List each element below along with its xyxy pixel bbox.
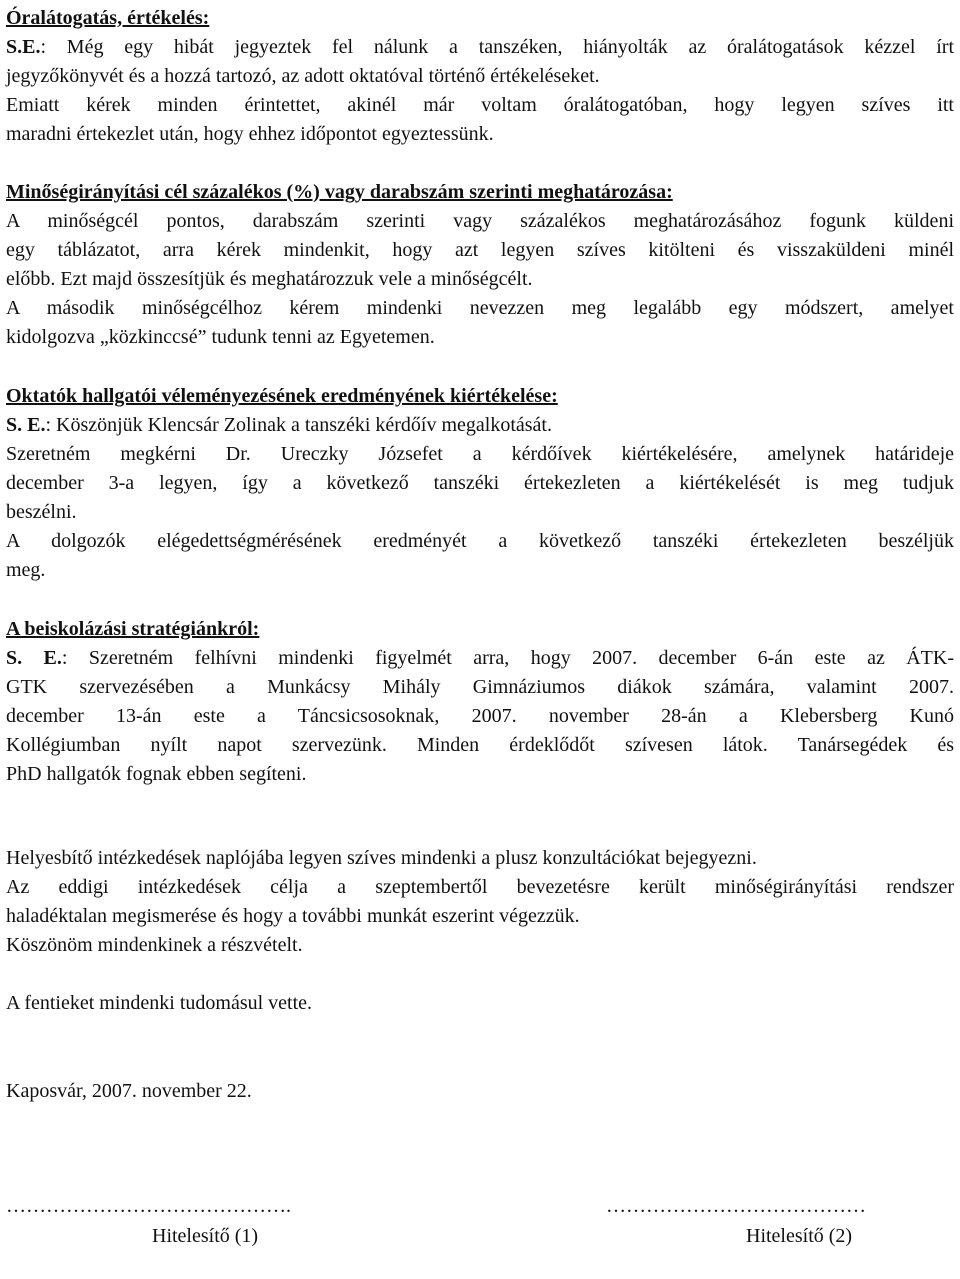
paragraph-line: PhD hallgatók fognak ebben segíteni. [6, 763, 307, 785]
paragraph-line: haladéktalan megismerése és hogy a további munkát eszerint végezzük. [6, 905, 580, 927]
section-heading: Óralátogatás, értékelés: [6, 7, 210, 29]
paragraph-line: Szeretném megkérni Dr. Ureczky Józsefet a kérdőívek kiértékelésére, amelynek határideje [6, 443, 954, 465]
paragraph-line: Köszönöm mindenkinek a részvételt. [6, 934, 303, 956]
section-minosegcel [6, 178, 954, 352]
paragraph-line: kidolgozva „közkinccsé” tudunk tenni az Egyetemen. [6, 326, 435, 348]
paragraph-line: Helyesbítő intézkedések naplójába legyen szíves mindenki a plusz konzultációkat bejegyezni. [6, 847, 757, 869]
paragraph-text: : Szeretném felhívni mindenki figyelmét arra, hogy 2007. december 6-án este az ÁTK- [61, 647, 954, 669]
place-and-date: Kaposvár, 2007. november 22. [6, 1080, 252, 1102]
paragraph-line: egy táblázatot, arra kérek mindenkit, hogy azt legyen szíves kitölteni és visszaküldeni minél [6, 239, 954, 261]
paragraph-line: A második minőségcélhoz kérem mindenki nevezzen meg legalább egy módszert, amelyet [6, 297, 954, 319]
paragraph-line: előbb. Ezt majd összesítjük és meghatározzuk vele a minőségcélt. [6, 268, 533, 290]
paragraph-line: GTK szervezésében a Munkácsy Mihály Gimnáziumos diákok számára, valamint 2007. [6, 676, 954, 698]
speaker-initials: S.E. [6, 36, 41, 58]
paragraph-line: december 13-án este a Táncsicsosoknak, 2007. november 28-án a Klebersberg Kunó [6, 705, 954, 727]
signature-line-2: ………………………………… [606, 1195, 866, 1217]
section-heading: A beiskolázási stratégiánkról: [6, 618, 260, 640]
section-helyesbito-intezkedesek [6, 844, 954, 960]
paragraph-line: A minőségcél pontos, darabszám szerinti vagy százalékos meghatározásához fogunk küldeni [6, 210, 954, 232]
paragraph-line: beszélni. [6, 501, 77, 523]
section-oktatok-velemenyezese [6, 382, 954, 585]
acknowledgement: A fentieket mindenki tudomásul vette. [6, 992, 313, 1014]
speaker-initials: S. E. [6, 647, 62, 669]
paragraph-line: meg. [6, 559, 46, 581]
paragraph-line: A dolgozók elégedettségmérésének eredményét a következő tanszéki értekezleten beszéljük [6, 530, 954, 552]
section-beiskolazas [6, 615, 954, 789]
signature-line-1: ……………………………………. [6, 1195, 291, 1217]
paragraph-line: maradni értekezlet után, hogy ehhez időpontot egyeztessünk. [6, 123, 494, 145]
paragraph-line: Az eddigi intézkedések célja a szeptembertől bevezetésre került minőségirányítási rendszer [6, 876, 954, 898]
section-oralatogatas [6, 4, 954, 149]
paragraph-line: jegyzőkönyvét és a hozzá tartozó, az adott oktatóval történő értékeléseket. [6, 65, 600, 87]
section-heading: Oktatók hallgatói véleményezésének eredményének kiértékelése: [6, 385, 558, 407]
signature-label-2: Hitelesítő (2) [746, 1225, 853, 1247]
paragraph-text: : Köszönjük Klencsár Zolinak a tanszéki kérdőív megalkotását. [45, 414, 552, 436]
paragraph-line: Emiatt kérek minden érintettet, akinél már voltam óralátogatóban, hogy legyen szíves itt [6, 94, 954, 116]
speaker-initials: S. E. [6, 414, 46, 436]
paragraph-line: december 3-a legyen, így a következő tanszéki értekezleten a kiértékelését is meg tudjuk [6, 472, 954, 494]
paragraph-text: : Még egy hibát jegyeztek fel nálunk a tanszéken, hiányolták az óralátogatások kézzel írt [40, 36, 954, 58]
paragraph-line: Kollégiumban nyílt napot szervezünk. Minden érdeklődőt szívesen látok. Tanársegédek és [6, 734, 954, 756]
section-heading: Minőségirányítási cél százalékos (%) vagy darabszám szerinti meghatározása: [6, 181, 673, 203]
signature-label-1: Hitelesítő (1) [152, 1225, 259, 1247]
